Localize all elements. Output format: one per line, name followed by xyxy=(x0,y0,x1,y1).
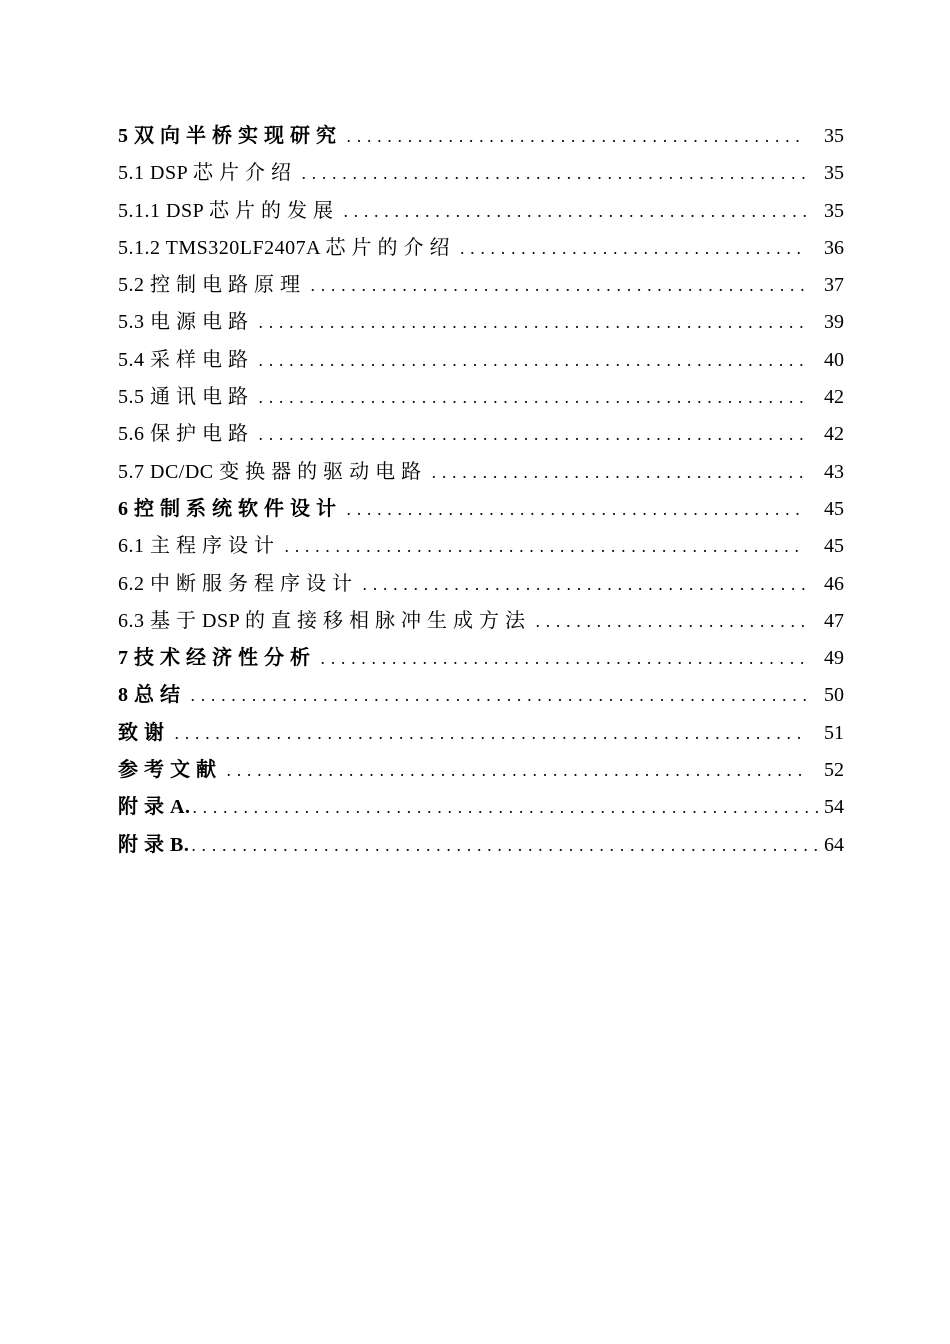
toc-leader-dots xyxy=(227,752,807,789)
toc-entry[interactable] xyxy=(118,677,844,714)
toc-entry-page: 52 xyxy=(824,759,844,782)
toc-leader-dots xyxy=(259,304,807,341)
toc-leader-dots xyxy=(191,677,807,714)
toc-entry-title: 5.5 通 讯 电 路 xyxy=(118,386,249,409)
toc-entry-page: 51 xyxy=(824,721,844,744)
toc-entry-title: 6 控 制 系 统 软 件 设 计 xyxy=(118,497,337,520)
toc-entry[interactable] xyxy=(118,230,844,267)
toc-entry-title: 5 双 向 半 桥 实 现 研 究 xyxy=(118,125,337,147)
toc-entry-page: 42 xyxy=(824,423,844,446)
toc-entry-page: 45 xyxy=(824,535,844,558)
toc-entry-title: 附 录 B. xyxy=(118,833,190,856)
toc-entry[interactable] xyxy=(118,155,844,192)
toc-entry-title: 6.3 基 于 DSP 的 直 接 移 相 脉 冲 生 成 方 法 xyxy=(118,609,526,632)
toc-entry-page: 35 xyxy=(824,162,844,185)
toc-entry-page: 39 xyxy=(824,311,844,334)
toc-entry[interactable] xyxy=(118,193,844,230)
toc-entry-page: 43 xyxy=(824,460,844,483)
toc-leader-dots xyxy=(259,342,807,379)
toc-entry-title: 6.2 中 断 服 务 程 序 设 计 xyxy=(118,572,353,595)
toc-entry-page: 45 xyxy=(824,497,844,520)
toc-entry[interactable] xyxy=(118,491,844,528)
toc-leader-dots xyxy=(259,379,807,416)
toc-leader-dots xyxy=(460,230,806,267)
toc-entry[interactable] xyxy=(118,789,844,826)
toc-entry-title: 5.3 电 源 电 路 xyxy=(118,311,249,334)
toc-leader-dots xyxy=(321,640,807,677)
toc-entry[interactable] xyxy=(118,118,844,155)
toc-entry[interactable] xyxy=(118,566,844,603)
toc-leader-dots xyxy=(175,715,807,752)
toc-entry-page: 64 xyxy=(824,833,844,856)
toc-entry-title: 参 考 文 献 xyxy=(118,759,217,782)
toc-entry[interactable] xyxy=(118,304,844,341)
toc-entry-page: 50 xyxy=(824,684,844,707)
toc-entry-title: 5.4 采 样 电 路 xyxy=(118,348,249,371)
toc-leader-dots xyxy=(363,566,807,603)
toc-entry-page: 42 xyxy=(824,386,844,409)
toc-leader-dots xyxy=(535,603,806,640)
toc-entry-page: 36 xyxy=(824,236,844,259)
toc-leader-dots xyxy=(432,454,806,491)
toc-entry-title: 7 技 术 经 济 性 分 析 xyxy=(118,647,311,670)
toc-entry-title: 8 总 结 xyxy=(118,684,181,707)
toc-leader-dots xyxy=(301,155,806,192)
toc-entry-title: 5.1 DSP 芯 片 介 绍 xyxy=(118,162,292,185)
toc-leader-dots xyxy=(285,528,807,565)
toc-entry-page: 35 xyxy=(824,199,844,222)
toc-entry-title: 6.1 主 程 序 设 计 xyxy=(118,535,275,558)
toc-entry[interactable] xyxy=(118,379,844,416)
toc-entry-title: 5.6 保 护 电 路 xyxy=(118,423,249,446)
toc-leader-dots xyxy=(259,416,807,453)
toc-entry-title: 5.7 DC/DC 变 换 器 的 驱 动 电 路 xyxy=(118,460,422,483)
toc-entry[interactable] xyxy=(118,640,844,677)
toc-leader-dots xyxy=(192,789,818,826)
toc-entry-page: 35 xyxy=(824,125,844,147)
toc-entry-page: 47 xyxy=(824,609,844,632)
toc-entry[interactable] xyxy=(118,267,844,304)
toc-entry[interactable] xyxy=(118,342,844,379)
toc-entry-page: 49 xyxy=(824,647,844,670)
toc-entry-page: 37 xyxy=(824,274,844,297)
toc-entry[interactable] xyxy=(118,528,844,565)
toc-entry[interactable] xyxy=(118,715,844,752)
toc-entry-page: 40 xyxy=(824,348,844,371)
toc-entry-page: 54 xyxy=(824,796,844,819)
toc-entry[interactable] xyxy=(118,827,844,864)
toc-entry-title: 附 录 A. xyxy=(118,796,191,819)
toc-entry[interactable] xyxy=(118,752,844,789)
toc-entry-title: 致 谢 xyxy=(118,721,165,744)
toc-entry[interactable] xyxy=(118,603,844,640)
toc-leader-dots xyxy=(311,267,807,304)
toc-entry[interactable] xyxy=(118,416,844,453)
toc-leader-dots xyxy=(347,118,807,155)
toc-entry-title: 5.2 控 制 电 路 原 理 xyxy=(118,274,301,297)
toc-entry-page: 46 xyxy=(824,572,844,595)
toc-entry-title: 5.1.1 DSP 芯 片 的 发 展 xyxy=(118,199,334,222)
toc-entry-title: 5.1.2 TMS320LF2407A 芯 片 的 介 绍 xyxy=(118,236,450,259)
toc-leader-dots xyxy=(347,491,807,528)
toc-leader-dots xyxy=(343,193,806,230)
table-of-contents xyxy=(118,118,844,864)
toc-entry[interactable] xyxy=(118,454,844,491)
toc-leader-dots xyxy=(191,827,818,864)
